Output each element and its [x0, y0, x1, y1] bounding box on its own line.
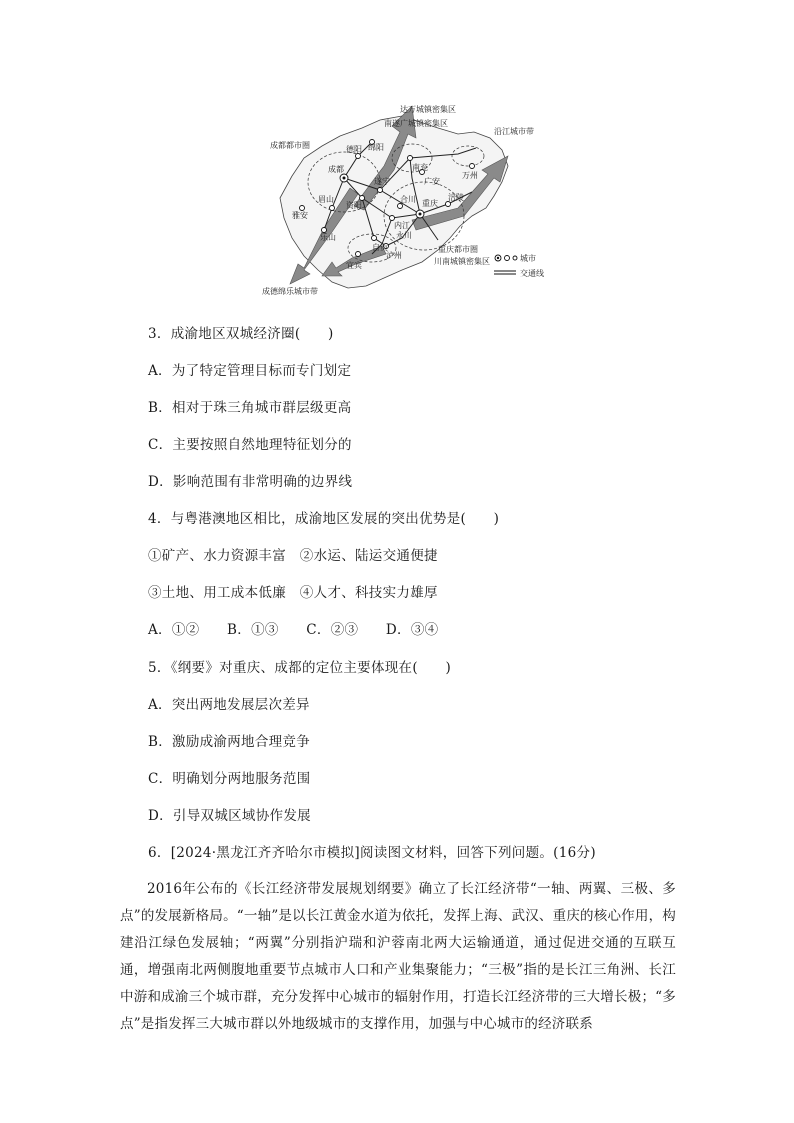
label-chengdemianle: 成德绵乐城市带	[262, 287, 318, 296]
q3-stem: 3．成渝地区双城经济圈( )	[148, 326, 334, 342]
q3-option-b: B．相对于珠三角城市群层级更高	[148, 400, 352, 416]
label-hechuan: 合川	[400, 195, 416, 204]
label-suining: 遂宁	[374, 177, 390, 186]
label-leshan: 乐山	[320, 233, 336, 242]
label-guangan: 广安	[424, 177, 440, 186]
label-chongqing: 重庆	[422, 199, 438, 208]
label-nansui: 南遂广城镇密集区	[384, 119, 448, 128]
label-nanchong: 南充	[412, 163, 428, 172]
q6-paragraph: 2016年公布的《长江经济带发展规划纲要》确立了长江经济带“一轴、两翼、三极、多点”的发展新格局。“一轴”是以长江黄金水道为依托，发挥上海、武汉、重庆的核心作用，构建沿江绿色发展轴；“两翼”分别指沪瑞和沪蓉南北两大运输通道，通过促进交通的互联互通，增强南北两侧腹地重要节点城市人口和产业集聚能力；“三极”指的是长江三角洲、长江中游和成渝三个城市群，充分发挥中心城市的辐射作用，打造长江经济带的三大增长极；“多点”是指发挥三大城市群以外地级城市的支撑作用，加强与中心城市的经济联系	[120, 881, 676, 1032]
q4-items-2: ③土地、用工成本低廉 ④人才、科技实力雄厚	[148, 585, 438, 601]
q5-stem: 5．《纲要》对重庆、成都的定位主要体现在( )	[148, 660, 452, 676]
q4-stem: 4．与粤港澳地区相比，成渝地区发展的突出优势是( )	[148, 511, 500, 527]
label-luzhou: 泸州	[386, 251, 402, 260]
q6-stem: 6．[2024·黑龙江齐齐哈尔市模拟]阅读图文材料，回答下列问题。(16分)	[148, 845, 596, 861]
label-deyang: 德阳	[346, 145, 362, 154]
label-chuannan: 川南城镇密集区	[434, 257, 490, 266]
legend-transport-label: 交通线	[520, 269, 544, 278]
map-legend	[494, 253, 544, 278]
q4-items-1: ①矿产、水力资源丰富 ②水运、陆运交通便捷	[148, 548, 438, 564]
q5-option-d: D．引导双城区域协作发展	[148, 808, 311, 824]
q6-material	[120, 876, 676, 1038]
q5-option-c: C．明确划分两地服务范围	[148, 771, 311, 787]
q5-option-b: B．激励成渝两地合理竞争	[148, 734, 311, 750]
label-meishan: 眉山	[318, 195, 334, 204]
legend-city-label: 城市	[520, 254, 536, 263]
label-yibin: 宜宾	[346, 261, 362, 270]
chengyu-map	[262, 98, 544, 296]
label-neijiang: 内江	[394, 221, 410, 230]
region-map-figure	[262, 98, 544, 296]
q3-option-c: C．主要按照自然地理特征划分的	[148, 437, 352, 453]
label-yongchuan: 永川	[396, 231, 412, 240]
label-fuling: 涪陵	[448, 193, 464, 202]
label-dawan: 达万城镇密集区	[400, 105, 456, 114]
label-yanjiang: 沿江城市带	[494, 127, 534, 136]
label-chengdu-metro: 成都都市圈	[270, 141, 310, 150]
q3-option-d: D．影响范围有非常明确的边界线	[148, 474, 353, 490]
label-chongqing-metro: 重庆都市圈	[438, 245, 478, 254]
label-ziyang: 资阳	[346, 201, 362, 210]
label-chengdu: 成都	[328, 165, 344, 174]
q3-option-a: A．为了特定管理目标而专门划定	[148, 363, 352, 379]
label-zigong: 自贡	[372, 243, 388, 252]
label-wanzhou: 万州	[462, 171, 478, 180]
q5-option-a: A．突出两地发展层次差异	[148, 697, 310, 713]
label-mianyang: 绵阳	[368, 143, 384, 152]
q4-choices: A．①② B．①③ C．②③ D．③④	[148, 622, 439, 638]
label-yaan: 雅安	[292, 211, 308, 220]
